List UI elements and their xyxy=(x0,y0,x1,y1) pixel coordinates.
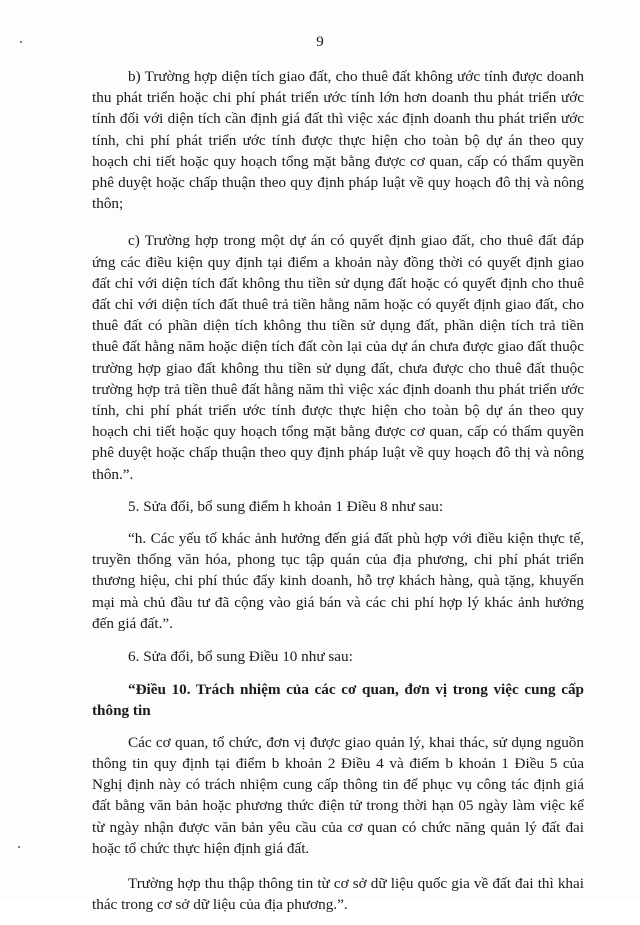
paragraph-point-h: “h. Các yếu tố khác ảnh hưởng đến giá đất phù hợp với điều kiện thực tế, truyền thống văn hóa, phong tục tập quán của địa phương, chi phí phát triển thương hiệu, chi phí thúc đẩy kinh doanh, hỗ trợ khách hàng, quà tặng, khuyến mại mà chủ đầu tư đã cộng vào giá bán và các chi phí hợp lý khác ảnh hưởng đến giá đất.”. xyxy=(92,530,584,632)
paragraph-article-10-database: Trường hợp thu thập thông tin từ cơ sở dữ liệu quốc gia về đất đai thì khai thác trong cơ sở dữ liệu của địa phương.”. xyxy=(92,874,584,914)
document-body xyxy=(92,66,584,925)
page-number: 9 xyxy=(316,34,324,50)
paragraph-point-c: c) Trường hợp trong một dự án có quyết định giao đất, cho thuê đất đáp ứng các điều kiện quy định tại điểm a khoản này đồng thời có quyết định giao đất chỉ với diện tích đất không thu tiền sử dụng đất hoặc có quyết định cho thuê đất chỉ với diện tích đất thuê trả tiền hằng năm hoặc có quyết định giao đất, cho thuê đất có phần diện tích không thu tiền sử dụng đất, phần diện tích trả tiền thuê đất hằng năm hoặc diện tích đất còn lại của dự án chưa được giao đất thuộc trường hợp giao đất không thu tiền sử dụng đất, chưa được cho thuê đất thuộc trường hợp trả tiền thuê đất hằng năm thì việc xác định doanh thu phát triển ước tính, chi phí phát triển ước tính được thực hiện cho toàn bộ dự án theo quy hoạch chi tiết hoặc quy hoạch tổng mặt bằng được cơ quan, cấp có thẩm quyền phê duyệt hoặc chấp thuận theo quy định pháp luật về quy hoạch đô thị và nông thôn.”. xyxy=(92,232,584,483)
paragraph-amendment-5: 5. Sửa đổi, bổ sung điểm h khoản 1 Điều 8 như sau: xyxy=(128,497,444,515)
paragraph-point-b: b) Trường hợp diện tích giao đất, cho thuê đất không ước tính được doanh thu phát triển hoặc chi phí phát triển ước tính lớn hơn doanh thu phát triển ước tính đối với diện tích cần định giá đất thì việc xác định doanh thu phát triển ước tính, chi phí phát triển ước tính được thực hiện cho toàn bộ dự án theo quy hoạch chi tiết hoặc quy hoạch tổng mặt bằng được cơ quan, cấp có thẩm quyền phê duyệt hoặc chấp thuận theo quy định pháp luật về quy hoạch đô thị và nông thôn; xyxy=(92,68,584,213)
article-10-heading: “Điều 10. Trách nhiệm của các cơ quan, đơn vị trong việc cung cấp thông tin xyxy=(92,681,584,720)
paragraph-amendment-6: 6. Sửa đổi, bổ sung Điều 10 như sau: xyxy=(128,648,353,666)
scan-speck xyxy=(18,846,20,848)
paragraph-article-10-responsibility: Các cơ quan, tổ chức, đơn vị được giao quản lý, khai thác, sử dụng nguồn thông tin quy định tại điểm b khoản 2 Điều 4 và điểm b khoản 1 Điều 5 của Nghị định này có trách nhiệm cung cấp thông tin để phục vụ công tác định giá đất bằng văn bản hoặc phương thức điện tử trong thời hạn 05 ngày làm việc kể từ ngày nhận được văn bản yêu cầu của cơ quan có chức năng quản lý đất đai hoặc tổ chức thực hiện định giá đất. xyxy=(92,733,584,857)
